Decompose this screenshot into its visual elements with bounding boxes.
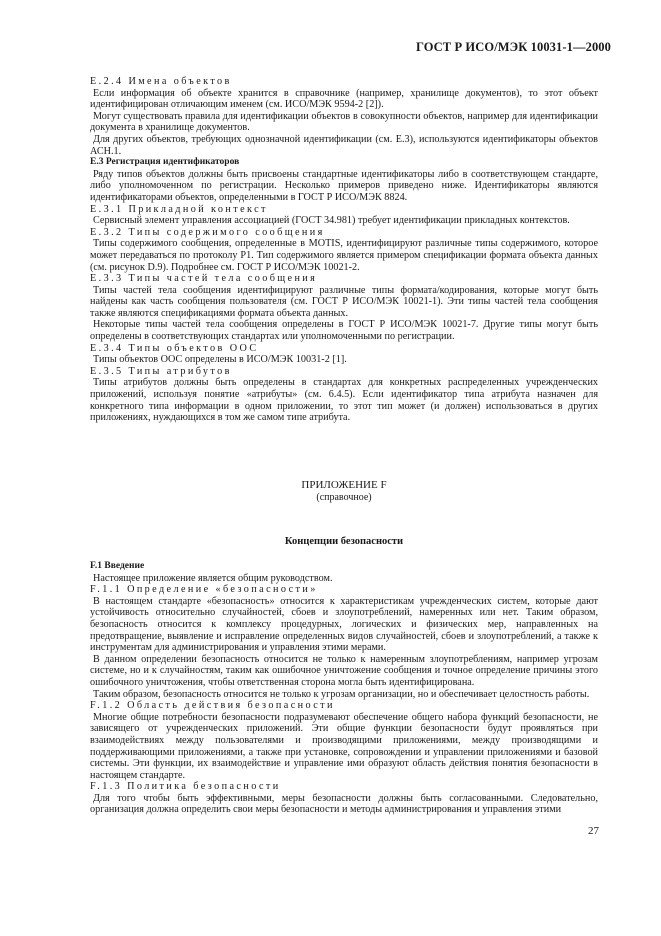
section-heading: E.3.5 Типы атрибутов — [90, 365, 232, 377]
section-heading: F.1.3 Политика безопасности — [90, 781, 281, 793]
paragraph: Могут существовать правила для идентификации объектов в совокупности объектов, например для идентификации документа в хранилище документов. — [90, 110, 598, 134]
section-heading: F.1 Введение — [90, 561, 145, 571]
appendix-heading: Концепции безопасности — [284, 536, 404, 547]
section-heading: F.1.1 Определение «безопасности» — [90, 584, 318, 596]
page-header: ГОСТ Р ИСО/МЭК 10031-1—2000 — [415, 40, 611, 54]
paragraph: Ряду типов объектов должны быть присвоены стандартные идентификаторы либо в соответствующем стандарте, либо уполномоченном по регистрации. Несколько примеров приведено ниже. Идентификаторы являются идентификаторами объектов, определенными в ГОСТ Р ИСО/МЭК 8824. — [90, 168, 598, 203]
section-heading: E.3.2 Типы содержимого сообщения — [90, 226, 325, 238]
section-e-body — [90, 76, 598, 424]
section-heading: E.3.1 Прикладной контекст — [90, 203, 268, 215]
section-heading: E.3.3 Типы частей тела сообщения — [90, 273, 318, 285]
appendix-title: ПРИЛОЖЕНИЕ F — [301, 479, 387, 491]
paragraph: Типы объектов ООС определены в ИСО/МЭК 10031-2 [1]. — [93, 354, 347, 366]
paragraph: Некоторые типы частей тела сообщения определены в ГОСТ Р ИСО/МЭК 10021-7. Другие типы могут быть определены в соответствующих стандартах или уполномоченными по регистрации. — [90, 319, 598, 343]
section-heading: F.1.2 Область действия безопасности — [90, 700, 335, 712]
section-heading: E.3.4 Типы объектов ООС — [90, 342, 259, 354]
section-heading: E.3 Регистрация идентификаторов — [90, 157, 240, 168]
paragraph: Типы атрибутов должны быть определены в стандартах для конкретных распределенных учрежденческих приложений, используя понятие «атрибуты» (см. 6.4.5). Если идентификатор типа атрибута назначен для конкретного типа информации в одном приложении, то этот тип может (и должен) использоваться в других приложениях, нуждающихся в том же самом типе атрибута. — [90, 377, 598, 424]
paragraph: Таким образом, безопасность относится не только к угрозам организации, но и обеспечивает целостность работы. — [93, 688, 590, 700]
paragraph: Если информация об объекте хранится в справочнике (например, хранилище документов), то этот объект идентифицирован отличающим именем (см. ИСО/МЭК 9594-2 [2]). — [90, 87, 598, 111]
section-f-body — [90, 561, 598, 816]
appendix-subtitle: (справочное) — [316, 492, 372, 503]
paragraph: Для других объектов, требующих однозначной идентификации (см. Е.3), используются идентификаторы объектов АСН.1. — [90, 133, 598, 157]
page-number: 27 — [588, 825, 599, 837]
section-heading: E.2.4 Имена объектов — [90, 76, 232, 87]
paragraph: В данном определении безопасность относится не только к намеренным злоупотреблениям, например угрозам системе, но и к случайностям, таким как ошибочное уничтожение сообщения и точное определение причины этого ошибочного уничтожения, чтобы ответственная сторона могла быть идентифицирована. — [90, 653, 598, 688]
paragraph: Многие общие потребности безопасности подразумевают обеспечение общего набора функций безопасности, не зависящего от учрежденческих приложений. Эти общие функции безопасности будут проявляться при взаимодействиях между пользователями и производящими приложениями, между производящими и поддерживающими приложениями, а также при установке, сопровождении и управлении приложениями и базовой системы. Эти функции, их взаимодействие и управление ими образуют область действия понятия безопасности в настоящем стандарте. — [90, 711, 598, 781]
paragraph: В настоящем стандарте «безопасность» относится к характеристикам учрежденческих систем, которые дают устойчивость относительно случайностей, сбоев и злоупотреблений, намеренных или нет. Таким образом, безопасность относится к комплексу процедурных, логических и физических мер, направленных на предотвращение, выявление и исправление определенных видов случайностей, сбоев и злоупотреблений, а также к инструментам для администрирования и управления этими мерами. — [90, 595, 598, 654]
paragraph: Сервисный элемент управления ассоциацией (ГОСТ 34.981) требует идентификации прикладных контекстов. — [93, 215, 570, 227]
paragraph: Типы содержимого сообщения, определенные в MOTIS, идентифицируют различные типы содержимого, которое может передаваться по протоколу Р1. Тип содержимого является примером спецификации формата объекта данных (см. рисунок D.9). Подробнее см. ГОСТ Р ИСО/МЭК 10021-2. — [90, 238, 598, 273]
paragraph: Типы частей тела сообщения идентифицируют различные типы формата/кодирования, которые могут быть найдены как часть сообщения пользователя (см. ГОСТ Р ИСО/МЭК 10021-1). Эти типы частей тела сообщения также являются спецификациями формата объекта данных. — [90, 284, 598, 319]
paragraph: Для того чтобы быть эффективными, меры безопасности должны быть согласованными. Следовательно, организация должна определить свои меры безопасности и методы администрирования и управления этими — [90, 792, 598, 816]
paragraph: Настоящее приложение является общим руководством. — [93, 572, 333, 584]
